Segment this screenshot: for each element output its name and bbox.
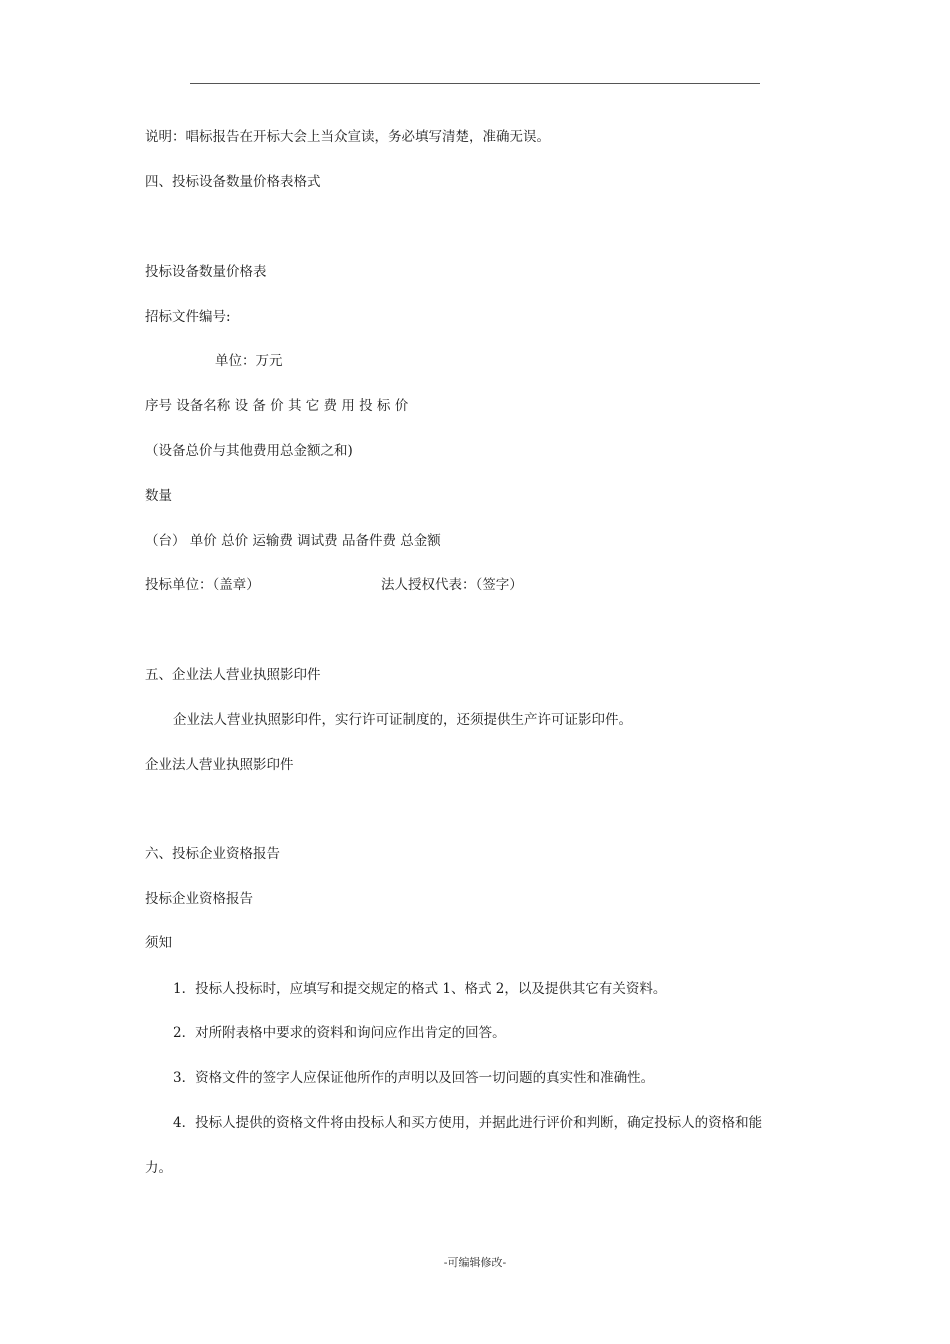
table-header-row4: （台） 单价 总价 运输费 调试费 品备件费 总金额 xyxy=(145,533,441,549)
section6-heading: 六、投标企业资格报告 xyxy=(145,846,280,862)
table-header-row3: 数量 xyxy=(145,488,172,504)
table-header-row1: 序号 设备名称 设 备 价 其 它 费 用 投 标 价 xyxy=(145,398,409,414)
header-rule xyxy=(190,83,760,84)
table-title: 投标设备数量价格表 xyxy=(145,264,267,280)
list-item: 3．资格文件的签字人应保证他所作的声明以及回答一切问题的真实性和准确性。 xyxy=(173,1070,655,1086)
tender-no-label: 招标文件编号: xyxy=(145,309,231,325)
section5-desc: 企业法人营业执照影印件，实行许可证制度的，还须提供生产许可证影印件。 xyxy=(173,712,632,728)
list-item: 4．投标人提供的资格文件将由投标人和买方使用，并据此进行评价和判断，确定投标人的资格和能 xyxy=(173,1115,763,1131)
bidder-unit-signature: 投标单位：（盖章） xyxy=(145,577,260,593)
list-item: 1．投标人投标时，应填写和提交规定的格式 1、格式 2，以及提供其它有关资料。 xyxy=(173,981,667,997)
list-item-continuation: 力。 xyxy=(145,1160,172,1176)
list-item: 2．对所附表格中要求的资料和询问应作出肯定的回答。 xyxy=(173,1025,506,1041)
section4-heading: 四、投标设备数量价格表格式 xyxy=(145,174,321,190)
section5-title: 企业法人营业执照影印件 xyxy=(145,757,294,773)
page-footer: -可编辑修改- xyxy=(443,1256,507,1269)
notice-label: 须知 xyxy=(145,935,172,951)
legal-rep-signature: 法人授权代表：（签字） xyxy=(381,577,523,593)
table-header-row2: （设备总价与其他费用总金额之和) xyxy=(145,443,353,459)
note-text: 说明：唱标报告在开标大会上当众宣读，务必填写清楚，准确无误。 xyxy=(145,129,550,145)
section5-heading: 五、企业法人营业执照影印件 xyxy=(145,667,321,683)
section6-title: 投标企业资格报告 xyxy=(145,891,253,907)
unit-label: 单位：万元 xyxy=(215,353,283,369)
